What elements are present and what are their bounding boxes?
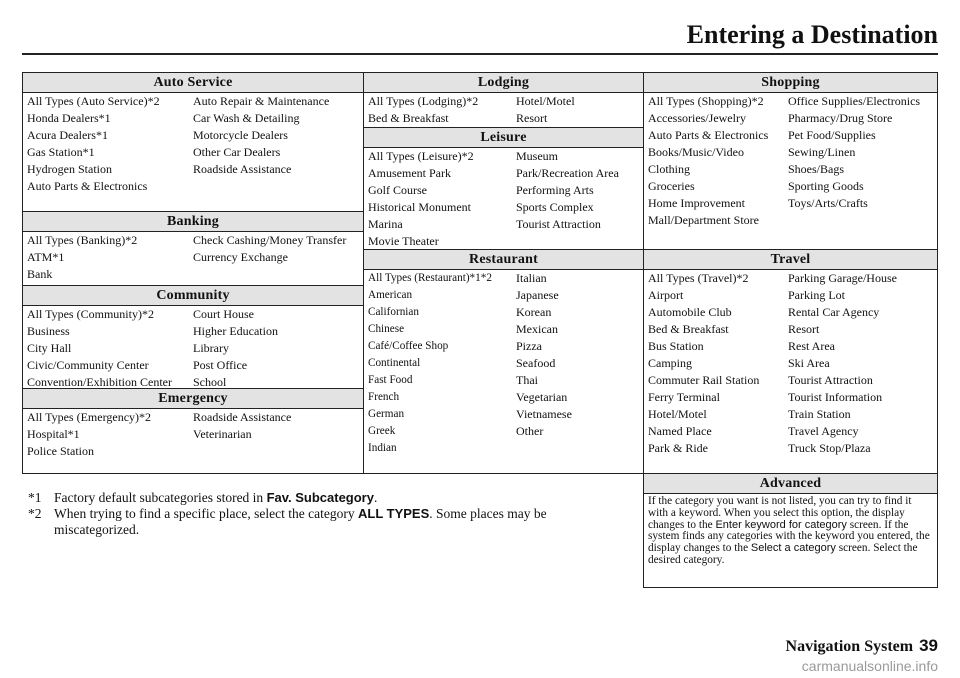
restaurant-header: Restaurant	[364, 250, 643, 270]
category-row	[23, 357, 363, 374]
category-item: All Types (Travel)*2	[648, 271, 749, 285]
category-item: Court House	[193, 307, 254, 321]
category-item: Office Supplies/Electronics	[788, 94, 921, 108]
category-row	[364, 372, 643, 389]
category-item: Italian	[516, 271, 547, 285]
category-item: Shoes/Bags	[788, 162, 845, 176]
category-row	[364, 270, 643, 287]
category-item: Vegetarian	[516, 390, 568, 404]
shopping-header: Shopping	[644, 73, 937, 93]
category-item: Park & Ride	[648, 441, 708, 455]
category-item: Police Station	[27, 444, 94, 458]
category-row	[644, 440, 937, 457]
category-item	[193, 266, 363, 283]
category-item: Californian	[368, 306, 419, 318]
category-row	[644, 372, 937, 389]
category-row	[644, 93, 937, 110]
category-item: Mexican	[516, 322, 558, 336]
category-item: Hotel/Motel	[516, 94, 575, 108]
category-item: Auto Parts & Electronics	[648, 128, 769, 142]
ui-term-all-types: ALL TYPES	[358, 506, 430, 521]
category-item: Continental	[368, 357, 421, 369]
category-item: School	[193, 375, 227, 389]
category-item: Thai	[516, 373, 538, 387]
category-item: Bus Station	[648, 339, 704, 353]
category-row	[644, 178, 937, 195]
category-row	[364, 287, 643, 304]
category-row	[23, 127, 363, 144]
ui-term-fav-subcategory: Fav. Subcategory	[266, 490, 374, 505]
category-item: Gas Station*1	[27, 145, 95, 159]
category-item: Honda Dealers*1	[27, 111, 111, 125]
category-item: Fast Food	[368, 374, 413, 386]
category-item: Travel Agency	[788, 424, 859, 438]
category-item: Camping	[648, 356, 692, 370]
category-item: Currency Exchange	[193, 250, 288, 264]
travel-panel	[643, 249, 938, 474]
category-item: Rest Area	[788, 339, 835, 353]
category-item: All Types (Leisure)*2	[368, 149, 474, 163]
category-item: Bed & Breakfast	[368, 111, 449, 125]
category-item: Higher Education	[193, 324, 278, 338]
category-row	[644, 161, 937, 178]
category-item: Ferry Terminal	[648, 390, 720, 404]
category-item: Historical Monument	[368, 200, 471, 214]
category-item: Motorcycle Dealers	[193, 128, 288, 142]
category-item: Japanese	[516, 288, 559, 302]
community-header: Community	[23, 286, 363, 306]
category-row	[644, 270, 937, 287]
category-item: All Types (Community)*2	[27, 307, 154, 321]
category-item: Greek	[368, 425, 396, 437]
page-footer	[786, 636, 938, 656]
page-number: 39	[919, 636, 938, 655]
category-item: Performing Arts	[516, 183, 594, 197]
category-row	[364, 389, 643, 406]
category-item: All Types (Emergency)*2	[27, 410, 152, 424]
auto-service-panel	[22, 72, 364, 212]
travel-header: Travel	[644, 250, 937, 270]
leisure-header: Leisure	[364, 127, 643, 148]
category-item: Civic/Community Center	[27, 358, 149, 372]
category-item: Korean	[516, 305, 552, 319]
category-item: Check Cashing/Money Transfer	[193, 233, 347, 247]
category-item: Car Wash & Detailing	[193, 111, 300, 125]
category-item	[193, 443, 363, 460]
category-item: Parking Lot	[788, 288, 845, 302]
category-item: Movie Theater	[368, 234, 439, 248]
title-rule	[22, 53, 938, 55]
category-item: Automobile Club	[648, 305, 732, 319]
category-item: Roadside Assistance	[193, 410, 292, 424]
category-item: Amusement Park	[368, 166, 451, 180]
category-item: Indian	[368, 442, 397, 454]
category-item: Hotel/Motel	[648, 407, 707, 421]
category-row	[364, 233, 643, 250]
category-row	[23, 323, 363, 340]
advanced-header: Advanced	[644, 474, 937, 494]
category-row	[23, 144, 363, 161]
category-item: Tourist Attraction	[516, 217, 601, 231]
category-item	[193, 178, 363, 195]
category-item	[516, 233, 643, 250]
category-row	[644, 338, 937, 355]
category-item: Bed & Breakfast	[648, 322, 729, 336]
category-item: Sewing/Linen	[788, 145, 856, 159]
category-item: Auto Parts & Electronics	[27, 179, 148, 193]
category-item: Roadside Assistance	[193, 162, 292, 176]
category-item: Other	[516, 424, 544, 438]
category-row	[364, 304, 643, 321]
auto-service-header: Auto Service	[23, 73, 363, 93]
category-item: Train Station	[788, 407, 851, 421]
category-item: Café/Coffee Shop	[368, 340, 449, 352]
category-row	[23, 266, 363, 283]
category-row	[364, 199, 643, 216]
category-row	[644, 355, 937, 372]
category-row	[23, 443, 363, 460]
category-item: Convention/Exhibition Center	[27, 375, 172, 389]
footnote-1: *1 Factory default subcategories stored in Fav. Subcategory.	[28, 490, 378, 505]
category-row	[364, 406, 643, 423]
category-item: Chinese	[368, 323, 405, 335]
category-row	[23, 306, 363, 323]
category-row	[23, 249, 363, 266]
watermark: carmanualsonline.info	[801, 658, 938, 674]
ui-term-enter-keyword: Enter keyword for category	[715, 518, 847, 531]
category-item: Other Car Dealers	[193, 145, 281, 159]
category-row	[23, 178, 363, 195]
category-item: French	[368, 391, 400, 403]
category-row	[364, 440, 643, 457]
page-title: Entering a Destination	[686, 20, 938, 49]
category-row	[23, 232, 363, 249]
category-item: Hydrogen Station	[27, 162, 112, 176]
category-row	[644, 212, 937, 229]
category-item: Business	[27, 324, 70, 338]
emergency-header: Emergency	[23, 389, 363, 409]
footnotes	[28, 490, 628, 538]
category-row	[23, 110, 363, 127]
category-item: Toys/Arts/Crafts	[788, 196, 868, 210]
category-item: Pet Food/Supplies	[788, 128, 876, 142]
category-item: German	[368, 408, 405, 420]
category-item	[788, 212, 937, 229]
category-row	[644, 127, 937, 144]
category-item: All Types (Auto Service)*2	[27, 94, 160, 108]
category-item: Post Office	[193, 358, 248, 372]
category-row	[364, 423, 643, 440]
category-item	[516, 440, 643, 457]
category-item: Vietnamese	[516, 407, 572, 421]
category-row	[644, 406, 937, 423]
category-item: All Types (Restaurant)*1*2	[368, 272, 492, 284]
category-row	[644, 423, 937, 440]
shopping-panel	[643, 72, 938, 250]
category-item: Library	[193, 341, 229, 355]
category-item: Airport	[648, 288, 684, 302]
category-item: Auto Repair & Maintenance	[193, 94, 330, 108]
category-row	[23, 409, 363, 426]
category-row	[23, 161, 363, 178]
restaurant-panel	[363, 249, 644, 474]
banking-header: Banking	[23, 212, 363, 232]
lodging-header: Lodging	[364, 73, 643, 93]
category-item: Ski Area	[788, 356, 830, 370]
category-item: Tourist Attraction	[788, 373, 873, 387]
category-item: Hospital*1	[27, 427, 80, 441]
category-row	[23, 93, 363, 110]
category-item: American	[368, 289, 413, 301]
category-item: Marina	[368, 217, 403, 231]
category-item: Tourist Information	[788, 390, 883, 404]
footer-section: Navigation System	[785, 638, 914, 655]
category-row	[364, 110, 643, 127]
category-row	[364, 182, 643, 199]
category-row	[23, 426, 363, 443]
category-item: Clothing	[648, 162, 691, 176]
category-row	[364, 148, 643, 165]
category-item: Groceries	[648, 179, 695, 193]
category-item: Museum	[516, 149, 558, 163]
category-row	[644, 389, 937, 406]
community-panel	[22, 285, 364, 389]
category-row	[23, 340, 363, 357]
category-row	[644, 110, 937, 127]
category-item: Parking Garage/House	[788, 271, 897, 285]
category-item: Sports Complex	[516, 200, 594, 214]
category-item: All Types (Banking)*2	[27, 233, 138, 247]
category-row	[364, 165, 643, 182]
category-item: Commuter Rail Station	[648, 373, 760, 387]
category-item: ATM*1	[27, 250, 65, 264]
category-item: Resort	[516, 111, 548, 125]
category-item: Books/Music/Video	[648, 145, 744, 159]
emergency-panel	[22, 388, 364, 474]
category-item: Sporting Goods	[788, 179, 864, 193]
category-row	[644, 287, 937, 304]
category-item: Pharmacy/Drug Store	[788, 111, 893, 125]
category-item: Seafood	[516, 356, 556, 370]
category-row	[364, 321, 643, 338]
footnote-2: *2 When trying to find a specific place, select the category ALL TYPES. Some places may be miscategorized.	[28, 506, 547, 537]
category-row	[364, 93, 643, 110]
category-row	[364, 216, 643, 233]
banking-panel	[22, 211, 364, 286]
category-item: Mall/Department Store	[648, 213, 759, 227]
category-item: Home Improvement	[648, 196, 745, 210]
category-item: Bank	[27, 267, 53, 281]
category-item: All Types (Shopping)*2	[648, 94, 764, 108]
category-row	[644, 144, 937, 161]
category-item: Acura Dealers*1	[27, 128, 108, 142]
advanced-text: If the category you want is not listed, you can try to find it with a keyword. When you select this option, the display changes to the Enter keyword for category screen. If the system finds any categories with the keyword you entered, the display changes to the Select a category screen. Select the desired category.	[648, 495, 930, 566]
category-item: Accessories/Jewelry	[648, 111, 746, 125]
category-row	[644, 304, 937, 321]
category-item: City Hall	[27, 341, 72, 355]
ui-term-select-category: Select a category	[750, 542, 836, 555]
category-item: Pizza	[516, 339, 542, 353]
category-item: Golf Course	[368, 183, 427, 197]
category-row	[364, 355, 643, 372]
category-item: All Types (Lodging)*2	[368, 94, 479, 108]
category-item: Rental Car Agency	[788, 305, 880, 319]
lodging-leisure-panel	[363, 72, 644, 250]
advanced-panel	[643, 473, 938, 588]
category-item: Named Place	[648, 424, 712, 438]
category-row	[644, 321, 937, 338]
category-row	[364, 338, 643, 355]
category-item: Truck Stop/Plaza	[788, 441, 871, 455]
category-row	[644, 195, 937, 212]
category-item: Park/Recreation Area	[516, 166, 619, 180]
category-item: Resort	[788, 322, 820, 336]
category-item: Veterinarian	[193, 427, 252, 441]
